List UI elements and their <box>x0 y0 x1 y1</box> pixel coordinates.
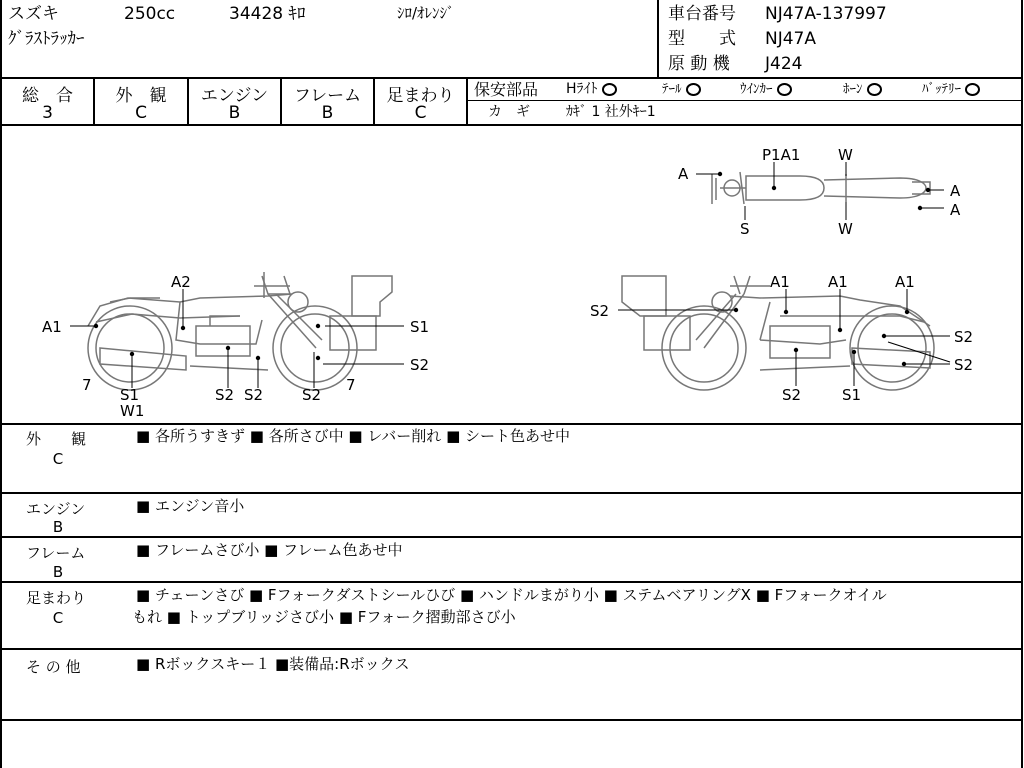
label-top-a-right1: A <box>950 182 961 200</box>
key-label: カ ギ <box>488 104 530 120</box>
label-right-a1-1: A1 <box>770 273 790 291</box>
label-left-s2-right: S2 <box>410 356 430 374</box>
label-right-s2-r1: S2 <box>954 328 974 346</box>
label-top-a-left: A <box>678 165 689 183</box>
label-left-s2-bottom2: S2 <box>244 386 264 404</box>
type-value: NJ47A <box>765 29 816 49</box>
label-top-w2: W <box>838 220 853 238</box>
check-circle-icon <box>602 83 617 96</box>
displacement: 250cc <box>124 4 176 24</box>
label-right-s2-bottom: S2 <box>782 386 802 404</box>
row-line-5 <box>0 536 1023 538</box>
bike-right-view <box>622 276 934 390</box>
model-name: ｸﾞﾗｽﾄﾗｯｶｰ <box>8 29 85 49</box>
section-other-line-1: ■ Rボックスキー１ ■装備品:Rボックス <box>136 655 410 673</box>
label-left-7-left: 7 <box>82 376 92 394</box>
section-exterior-grade: C <box>52 450 64 468</box>
label-top-a-right2: A <box>950 201 961 219</box>
label-left-s2-bottom3: S2 <box>302 386 322 404</box>
label-left-a2: A2 <box>171 273 191 291</box>
section-frame-grade: B <box>52 563 64 581</box>
safety-item-horn: ﾎｰﾝ <box>843 83 882 96</box>
section-suspension-line-1: ■ チェーンさび ■ Fフォークダストシールひび ■ ハンドルまがり小 ■ ステムベアリングX ■ Fフォークオイル <box>136 586 887 604</box>
rating-engine-label: エンジン <box>200 86 269 106</box>
motorcycle-diagram <box>0 126 1022 422</box>
row-line-4 <box>0 492 1023 494</box>
label-right-a1-2: A1 <box>828 273 848 291</box>
maker: スズキ <box>8 4 59 24</box>
label-left-s1-right: S1 <box>410 318 430 336</box>
label-left-s2-bottom1: S2 <box>215 386 235 404</box>
section-frame-title: フレーム <box>26 544 86 562</box>
section-suspension-grade: C <box>52 609 64 627</box>
rating-exterior-label: 外 観 <box>115 86 167 106</box>
section-engine-grade: B <box>52 518 64 536</box>
frame-no-label: 車台番号 <box>668 4 736 24</box>
label-left-w1: W1 <box>120 402 145 420</box>
check-circle-icon <box>867 83 882 96</box>
label-right-a1-3: A1 <box>895 273 915 291</box>
rating-total-label: 総 合 <box>22 86 73 106</box>
section-exterior-title: 外 観 <box>26 430 87 448</box>
rating-frame-value: B <box>321 103 334 123</box>
section-exterior-line-1: ■ 各所うすきず ■ 各所さび中 ■ レバー削れ ■ シート色あせ中 <box>136 427 571 445</box>
section-engine-line-1: ■ エンジン音小 <box>136 497 245 515</box>
safety-item-headlight: Hﾗｲﾄ <box>566 82 617 96</box>
type-label: 型 式 <box>668 29 736 49</box>
rating-total-value: 3 <box>42 103 53 123</box>
safety-label: 保安部品 <box>474 80 539 99</box>
label-top-w1: W <box>838 146 853 164</box>
rating-suspension-value: C <box>414 103 427 123</box>
row-line-1 <box>0 77 1023 79</box>
safety-mid-line <box>467 100 1022 101</box>
rating-divider-5 <box>466 78 468 125</box>
label-right-s2-left: S2 <box>590 302 610 320</box>
label-left-7-right: 7 <box>346 376 356 394</box>
section-suspension-line-2: もれ ■ トップブリッジさび小 ■ Fフォーク摺動部さび小 <box>132 608 516 626</box>
label-top-s: S <box>740 220 750 238</box>
color: ｼﾛ/ｵﾚﾝｼﾞ <box>397 4 455 22</box>
engine-value: J424 <box>765 54 803 74</box>
rating-suspension-label: 足まわり <box>386 86 455 106</box>
label-left-a1: A1 <box>42 318 62 336</box>
safety-item-tail: ﾃｰﾙ <box>662 83 701 96</box>
section-frame-line-1: ■ フレームさび小 ■ フレーム色あせ中 <box>136 541 403 559</box>
engine-label: 原 動 機 <box>668 54 730 74</box>
check-circle-icon <box>965 83 980 96</box>
label-left-s1-bottom: S1 <box>120 386 140 404</box>
check-circle-icon <box>777 83 792 96</box>
section-suspension-title: 足まわり <box>26 589 87 607</box>
mileage: 34428 ｷﾛ <box>229 4 306 24</box>
label-top-p1a1: P1A1 <box>762 146 801 164</box>
section-other-title: そ の 他 <box>26 658 81 676</box>
section-engine-title: エンジン <box>26 500 86 518</box>
safety-item-winker: ｳｲﾝｶｰ <box>740 83 792 96</box>
safety-item-battery: ﾊﾞｯﾃﾘｰ <box>922 83 980 96</box>
rating-engine-value: B <box>228 103 241 123</box>
bike-left-view <box>88 272 392 390</box>
row-line-8 <box>0 719 1023 721</box>
frame-no: NJ47A-137997 <box>765 4 887 24</box>
check-circle-icon <box>686 83 701 96</box>
bike-top-view <box>712 172 930 204</box>
header-divider <box>657 0 659 78</box>
label-right-s1-bottom: S1 <box>842 386 862 404</box>
rating-exterior-value: C <box>135 103 147 123</box>
rating-frame-label: フレーム <box>293 86 362 106</box>
row-line-6 <box>0 581 1023 583</box>
label-right-s2-r2: S2 <box>954 356 974 374</box>
key-value: ｶｷﾞ 1 社外ｷｰ1 <box>566 104 656 120</box>
row-line-7 <box>0 648 1023 650</box>
